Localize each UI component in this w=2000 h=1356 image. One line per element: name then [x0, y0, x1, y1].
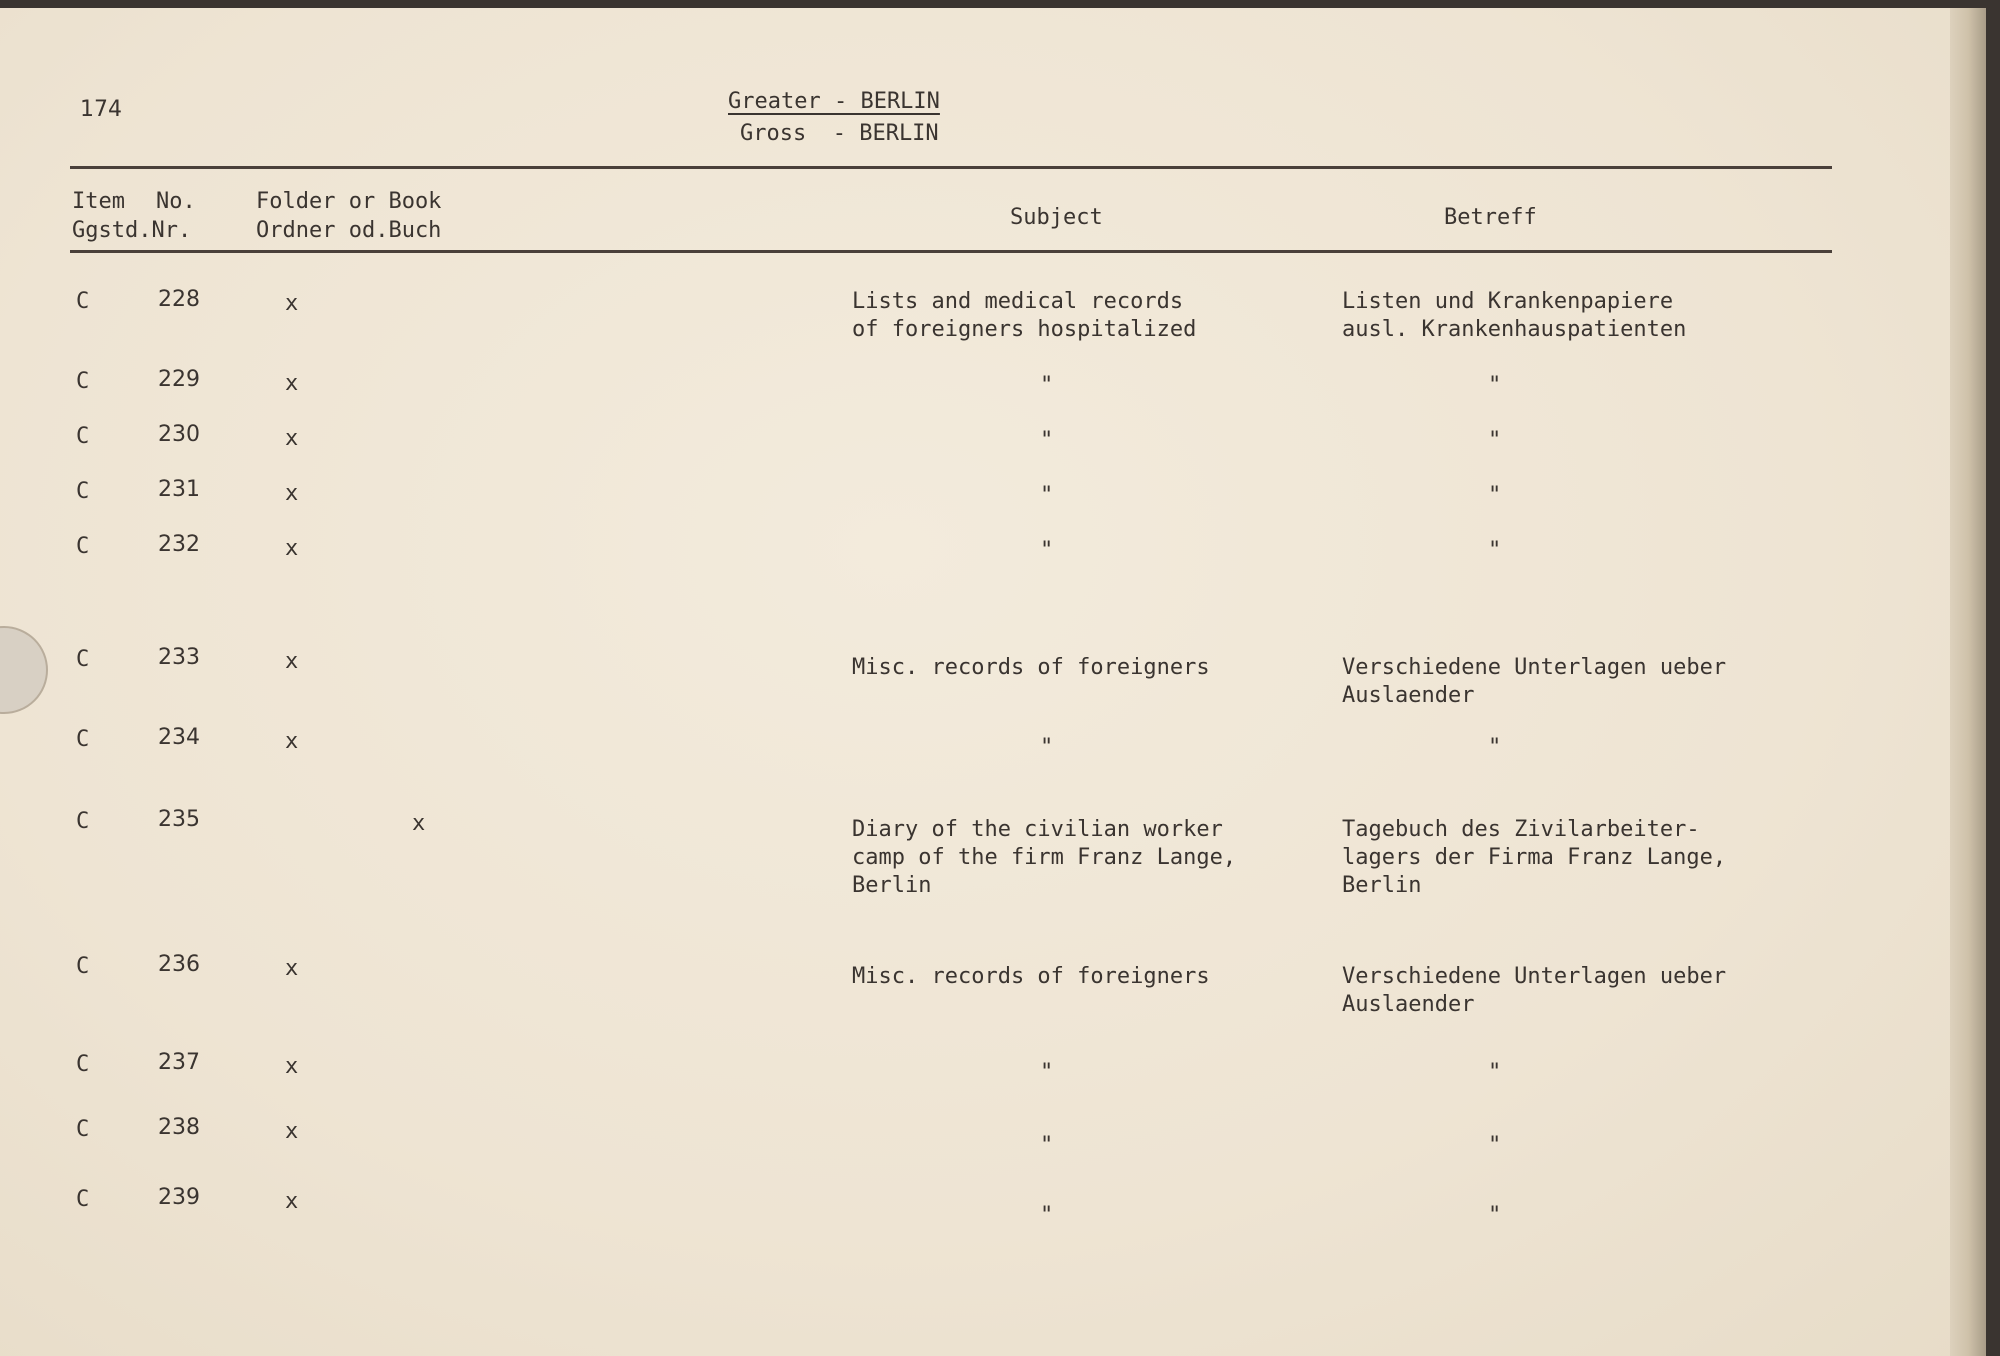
header-betreff: Betreff — [1444, 205, 1537, 230]
row-betreff-line: Verschiedene Unterlagen ueber — [1342, 655, 1727, 680]
row-folder-mark: x — [412, 811, 426, 836]
row-item-letter: C — [76, 424, 90, 449]
row-folder-mark: x — [285, 371, 299, 396]
row-subject-line: camp of the firm Franz Lange, — [852, 845, 1237, 870]
row-betreff-line: Auslaender — [1342, 683, 1475, 708]
row-folder-mark: x — [285, 536, 299, 561]
row-betreff-line: " — [1488, 538, 1502, 563]
row-folder-mark: x — [285, 1189, 299, 1214]
row-item-letter: C — [76, 479, 90, 504]
binder-tab-notch — [0, 626, 48, 714]
row-folder-mark: x — [285, 481, 299, 506]
row-item-letter: C — [76, 534, 90, 559]
row-number: 237 — [158, 1050, 200, 1075]
row-betreff-line: Listen und Krankenpapiere — [1342, 289, 1674, 314]
row-betreff-line: Auslaender — [1342, 992, 1475, 1017]
row-subject-line: " — [1040, 735, 1054, 760]
row-betreff-line: lagers der Firma Franz Lange, — [1342, 845, 1727, 870]
row-subject-line: " — [1040, 1203, 1054, 1228]
row-number: 234 — [158, 725, 200, 750]
row-subject-line: Misc. records of foreigners — [852, 964, 1210, 989]
row-item-letter: C — [76, 647, 90, 672]
title-german: Gross - BERLIN — [740, 121, 939, 146]
header-item-german: Ggstd.Nr. — [72, 218, 192, 243]
row-number: 232 — [158, 532, 200, 557]
row-item-letter: C — [76, 727, 90, 752]
document-page — [0, 8, 1986, 1356]
header-no: No. — [156, 189, 196, 214]
row-number: 235 — [158, 807, 200, 832]
row-item-letter: C — [76, 1187, 90, 1212]
row-item-letter: C — [76, 809, 90, 834]
row-number: 230 — [158, 422, 200, 447]
row-folder-mark: x — [285, 956, 299, 981]
row-item-letter: C — [76, 369, 90, 394]
row-number: 239 — [158, 1185, 200, 1210]
header-item: Item — [72, 189, 125, 214]
page-edge — [1950, 8, 1986, 1356]
row-betreff-line: " — [1488, 735, 1502, 760]
row-subject-line: of foreigners hospitalized — [852, 317, 1197, 342]
row-folder-mark: x — [285, 729, 299, 754]
header-rule-top — [70, 166, 1832, 169]
row-number: 236 — [158, 952, 200, 977]
row-number: 233 — [158, 645, 200, 670]
row-betreff-line: " — [1488, 1060, 1502, 1085]
row-number: 238 — [158, 1115, 200, 1140]
row-subject-line: " — [1040, 483, 1054, 508]
row-subject-line: " — [1040, 1133, 1054, 1158]
row-subject-line: " — [1040, 428, 1054, 453]
row-folder-mark: x — [285, 1119, 299, 1144]
page-number: 174 — [80, 97, 122, 122]
row-subject-line: " — [1040, 1060, 1054, 1085]
row-subject-line: Lists and medical records — [852, 289, 1184, 314]
row-subject-line: Diary of the civilian worker — [852, 817, 1223, 842]
row-number: 228 — [158, 287, 200, 312]
row-folder-mark: x — [285, 426, 299, 451]
row-item-letter: C — [76, 1117, 90, 1142]
header-subject: Subject — [1010, 205, 1103, 230]
row-betreff-line: Tagebuch des Zivilarbeiter- — [1342, 817, 1700, 842]
row-number: 231 — [158, 477, 200, 502]
row-subject-line: " — [1040, 538, 1054, 563]
header-folder: Folder or Book — [256, 189, 442, 214]
row-folder-mark: x — [285, 291, 299, 316]
title-english: Greater - BERLIN — [728, 89, 940, 114]
row-betreff-line: ausl. Krankenhauspatienten — [1342, 317, 1687, 342]
row-folder-mark: x — [285, 649, 299, 674]
row-betreff-line: " — [1488, 483, 1502, 508]
row-betreff-line: " — [1488, 373, 1502, 398]
header-rule-bottom — [70, 250, 1832, 253]
row-betreff-line: " — [1488, 428, 1502, 453]
row-folder-mark: x — [285, 1054, 299, 1079]
row-subject-line: Misc. records of foreigners — [852, 655, 1210, 680]
row-subject-line: " — [1040, 373, 1054, 398]
row-item-letter: C — [76, 289, 90, 314]
row-item-letter: C — [76, 954, 90, 979]
row-item-letter: C — [76, 1052, 90, 1077]
row-betreff-line: " — [1488, 1133, 1502, 1158]
row-betreff-line: Verschiedene Unterlagen ueber — [1342, 964, 1727, 989]
row-betreff-line: Berlin — [1342, 873, 1422, 898]
row-number: 229 — [158, 367, 200, 392]
row-subject-line: Berlin — [852, 873, 932, 898]
row-betreff-line: " — [1488, 1203, 1502, 1228]
header-folder-german: Ordner od.Buch — [256, 218, 442, 243]
